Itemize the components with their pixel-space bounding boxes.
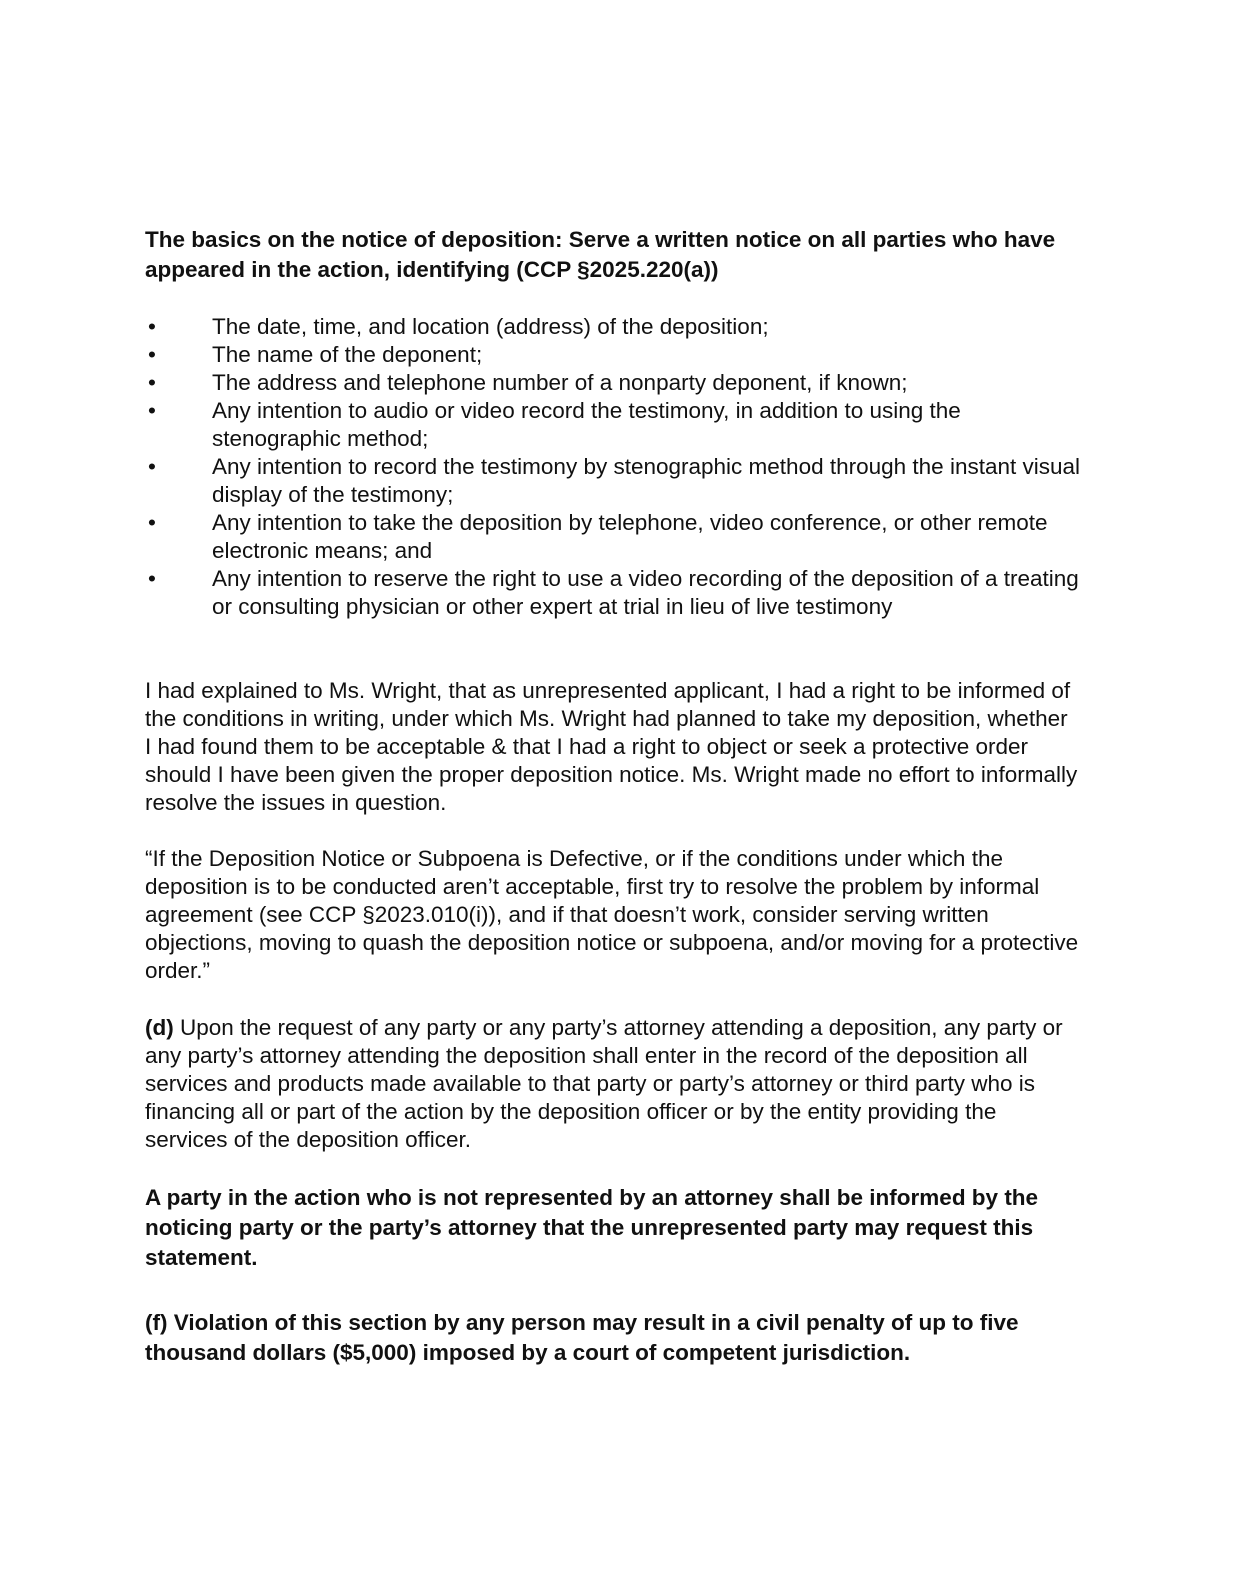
quote-paragraph: “If the Deposition Notice or Subpoena is Defective, or if the conditions under which the deposition is to be conducted aren’t acceptable, first try to resolve the problem by informal agreement (see CCP §2023.010(i)), and if that doesn’t work, consider serving written objections, moving to quash the deposition notice or subpoena, and/or moving for a protective order.” [145, 846, 1079, 983]
list-item [145, 453, 1080, 509]
notice-requirements-list [145, 313, 1080, 621]
section-d-label: (d) [145, 1015, 174, 1040]
list-item [145, 341, 1080, 369]
list-item-text: The address and telephone number of a nonparty deponent, if known; [212, 370, 908, 395]
list-item [145, 509, 1080, 565]
bullet-icon: • [148, 454, 156, 479]
section-d-text: Upon the request of any party or any party’s attorney attending a deposition, any party or any party’s attorney attending the deposition shall enter in the record of the deposition all services and products made available to that party or party’s attorney or third party who is financing all or part of the action by the deposition officer or by the entity providing the services of the deposition officer. [145, 1015, 1063, 1152]
section-d-paragraph [145, 1014, 1080, 1154]
list-item [145, 397, 1080, 453]
list-item-text: Any intention to audio or video record the testimony, in addition to using the stenographic method; [212, 398, 961, 451]
notice-heading: The basics on the notice of deposition: Serve a written notice on all parties who have appeared in the action, identifying (CCP §2025.220(a)) [145, 227, 1056, 282]
list-item [145, 313, 1080, 341]
list-item-text: Any intention to reserve the right to use a video recording of the deposition of a treating or consulting physician or other expert at trial in lieu of live testimony [212, 566, 1079, 619]
section-f-paragraph: (f) Violation of this section by any person may result in a civil penalty of up to five thousand dollars ($5,000) imposed by a court of competent jurisdiction. [145, 1310, 1019, 1365]
bullet-icon: • [148, 510, 156, 535]
list-item-text: The date, time, and location (address) of the deposition; [212, 314, 769, 339]
list-item [145, 565, 1080, 621]
list-item-text: Any intention to record the testimony by stenographic method through the instant visual display of the testimony; [212, 454, 1081, 507]
bullet-icon: • [148, 566, 156, 591]
list-item-text: The name of the deponent; [212, 342, 483, 367]
list-item-text: Any intention to take the deposition by telephone, video conference, or other remote electronic means; and [212, 510, 1048, 563]
unrepresented-party-paragraph: A party in the action who is not represented by an attorney shall be informed by the noticing party or the party’s attorney that the unrepresented party may request this statement. [145, 1185, 1039, 1270]
explanation-paragraph: I had explained to Ms. Wright, that as unrepresented applicant, I had a right to be informed of the conditions in writing, under which Ms. Wright had planned to take my deposition, whether I had found them to be acceptable & that I had a right to object or seek a protective order should I have been given the proper deposition notice. Ms. Wright made no effort to informally resolve the issues in question. [145, 678, 1078, 815]
bullet-icon: • [148, 370, 156, 395]
list-item [145, 369, 1080, 397]
bullet-icon: • [148, 342, 156, 367]
bullet-icon: • [148, 398, 156, 423]
bullet-icon: • [148, 314, 156, 339]
